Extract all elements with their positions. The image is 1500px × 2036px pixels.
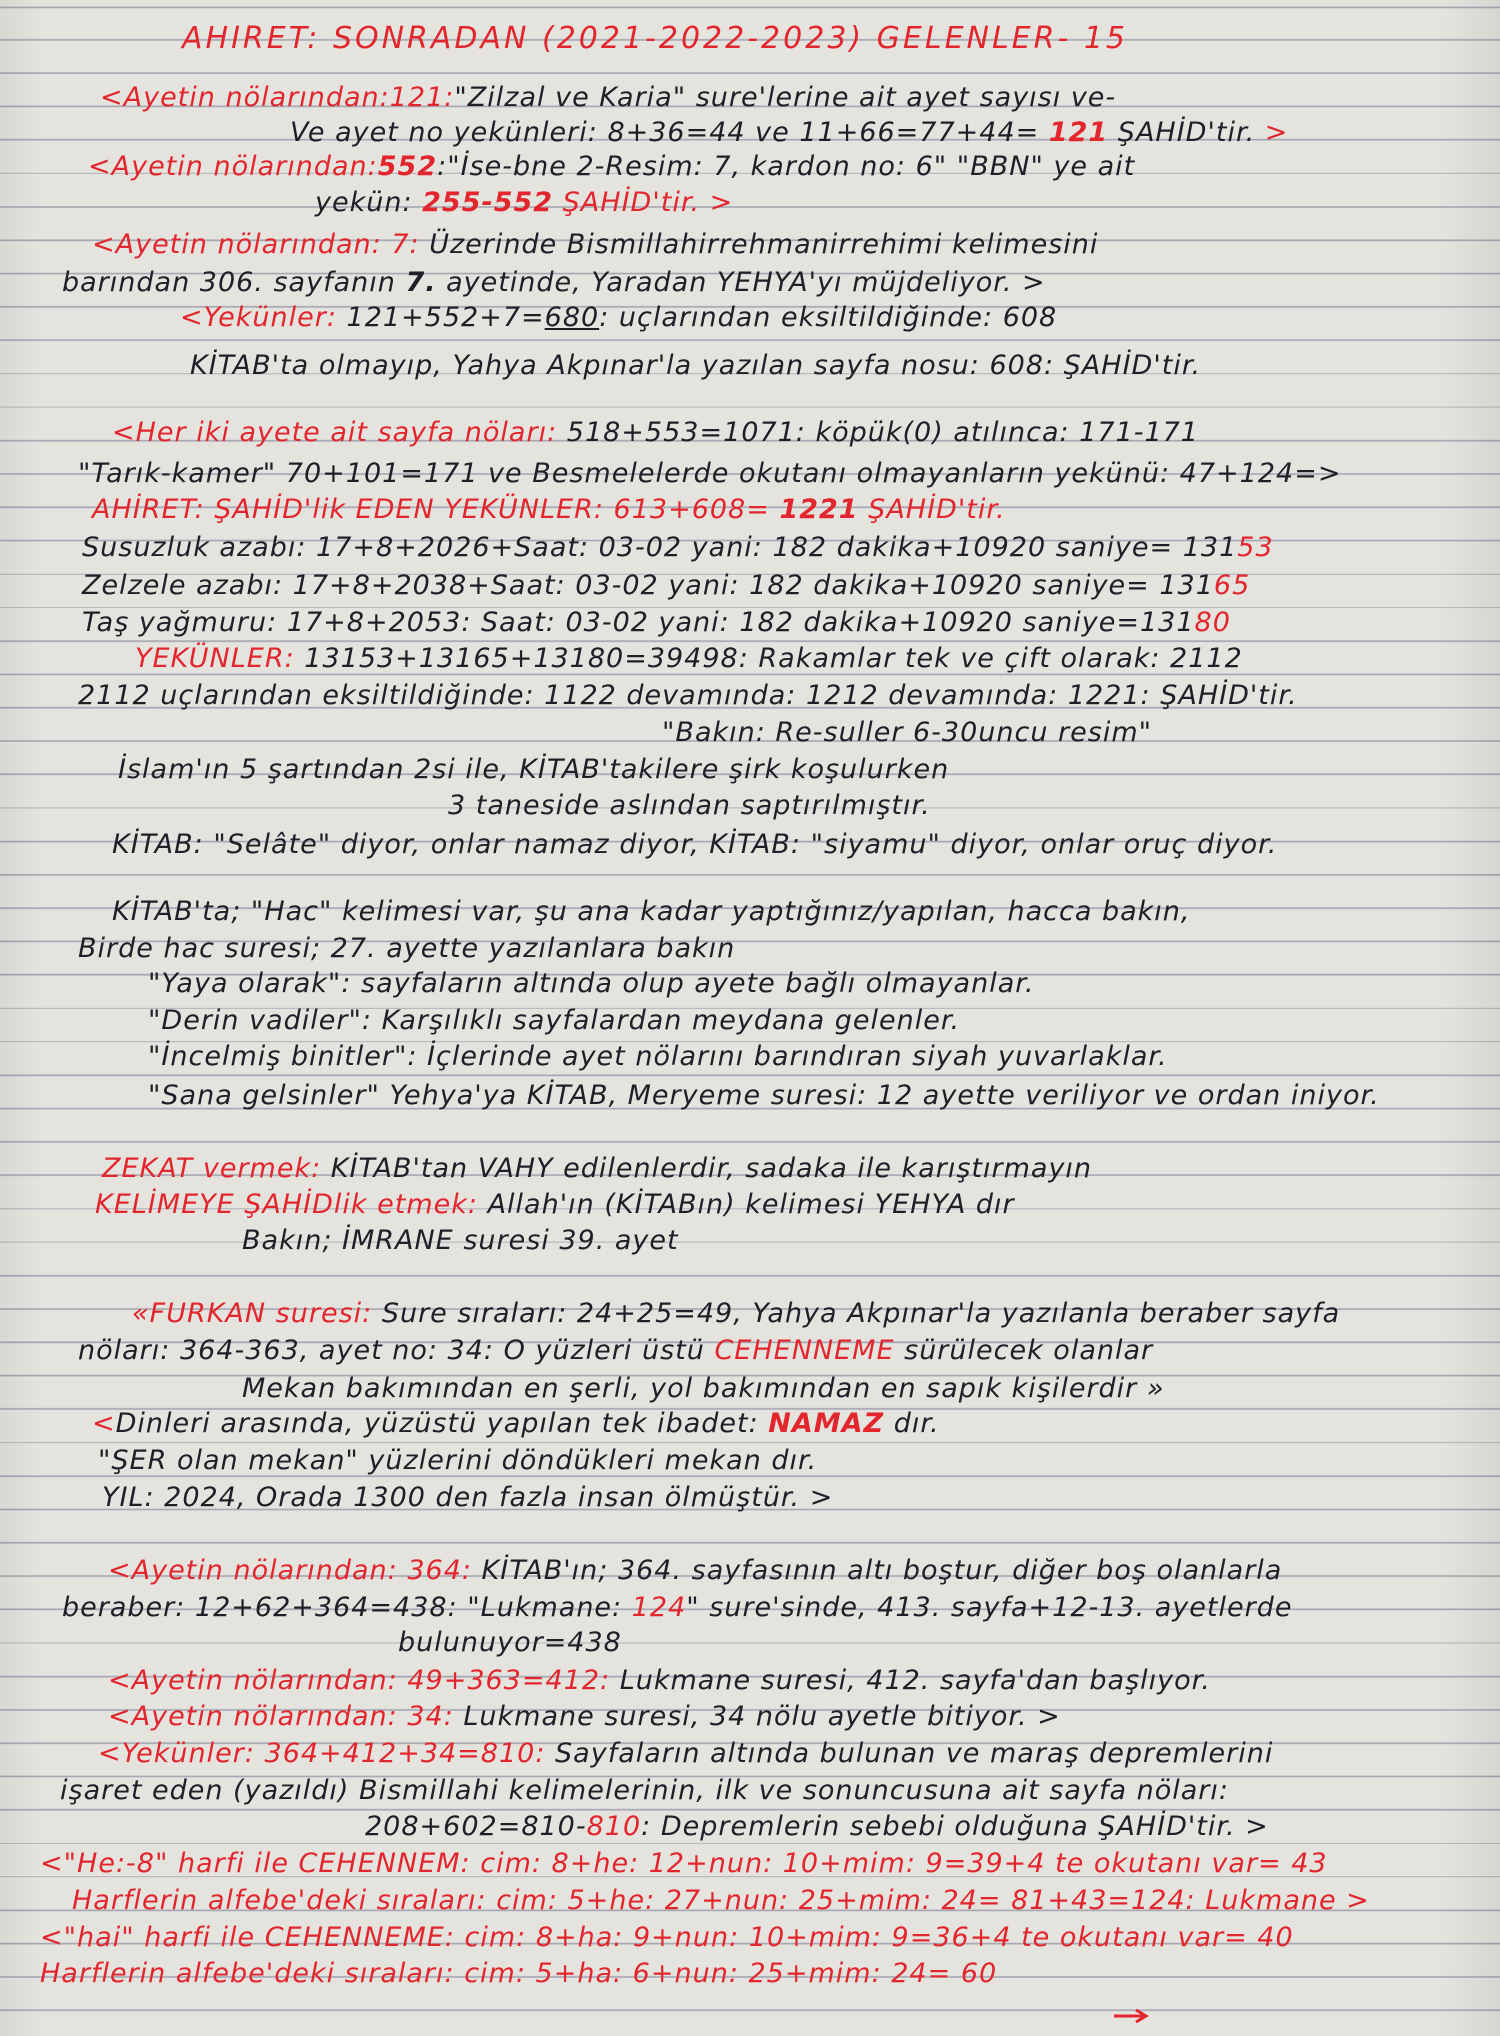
text-segment: <Ayetin nölarından: 364:: [108, 1555, 472, 1586]
text-line: [72, 1885, 1370, 1917]
text-segment: KİTAB'ın; 364. sayfasının altı boştur, diğer boş olanlarla: [471, 1555, 1283, 1586]
text-segment: Allah'ın (KİTABın) kelimesi YEHYA dır: [478, 1189, 1015, 1220]
text-line: [88, 151, 1135, 183]
text-line: [78, 933, 735, 965]
text-line: [108, 1701, 1061, 1733]
text-line: [398, 1627, 622, 1659]
text-segment: 7.: [405, 267, 437, 298]
text-segment: <"He:-8" harfi ile CEHENNEM: cim: 8+he: 12+nun: 10+mim: 9=39+4 te okutanı var= 43: [40, 1848, 1328, 1879]
text-segment: "ŞER olan mekan" yüzlerini döndükleri mekan dır.: [98, 1445, 818, 1476]
text-segment: KİTAB: "Selâte" diyor, onlar namaz diyor, KİTAB: "siyamu" diyor, onlar oruç diyor.: [112, 829, 1278, 860]
text-segment: 121+552+7=: [336, 302, 545, 333]
text-segment: KİTAB'tan VAHY edilenlerdir, sadaka ile karıştırmayın: [321, 1153, 1093, 1184]
text-line: [98, 1445, 817, 1477]
text-segment: 53: [1237, 532, 1274, 563]
text-segment: 13153+13165+13180=39498: Rakamlar tek ve çift olarak: 2112: [294, 643, 1243, 674]
text-line: [100, 82, 1116, 114]
text-segment: Sayfaların altında bulunan ve maraş depremlerini: [545, 1738, 1274, 1769]
text-segment: KİTAB'ta; "Hac" kelimesi var, şu ana kadar yaptığınız/yapılan, hacca bakın,: [112, 896, 1191, 927]
text-segment: <Ayetin nölarından: 49+363=412:: [108, 1665, 611, 1696]
text-line: [448, 790, 931, 822]
text-segment: "Tarık-kamer" 70+101=171 ve Besmelelerde okutanı olmayanların yekünü: 47+124=>: [78, 458, 1342, 489]
text-segment: ŞAHİD'tir.: [858, 494, 1006, 525]
text-segment: barından 306. sayfanın: [62, 267, 406, 298]
text-line: [78, 458, 1341, 490]
text-line: [148, 968, 1034, 1000]
arrow-right-icon: [1112, 2008, 1152, 2024]
text-line: [190, 350, 1201, 382]
text-segment: 2112 uçlarından eksiltildiğinde: 1122 devamında: 1212 devamında: 1221: ŞAHİD'tir.: [78, 680, 1298, 711]
text-line: [92, 1408, 940, 1440]
text-segment: 208+602=810-: [365, 1811, 587, 1842]
text-segment: <Yekünler:: [180, 302, 337, 333]
text-segment: CEHENNEME: [714, 1335, 895, 1366]
text-line: [132, 1298, 1340, 1330]
text-line: [112, 829, 1277, 861]
text-line: [40, 1848, 1328, 1880]
page-title: AHIRET: SONRADAN (2021-2022-2023) GELENLER- 15: [182, 21, 1129, 56]
text-segment: 124: [631, 1592, 687, 1623]
text-segment: <Ayetin nölarından:: [88, 151, 378, 182]
text-segment: "Zilzal ve Karia" sure'lerine ait ayet sayısı ve-: [454, 82, 1117, 113]
text-line: [112, 896, 1191, 928]
text-line: [315, 187, 733, 219]
text-segment: Lukmane suresi, 412. sayfa'dan başlıyor.: [610, 1665, 1211, 1696]
text-segment: "Sana gelsinler" Yehya'ya KİTAB, Meryeme suresi: 12 ayette veriliyor ve ordan iniyor.: [148, 1080, 1380, 1111]
text-line: [62, 267, 1046, 299]
text-segment: 3 tanesidе aslından saptırılmıştır.: [448, 790, 931, 821]
text-line: [108, 1665, 1211, 1697]
text-segment: Ve ayet no yekünleri: 8+36=44 ve 11+66=77+44=: [290, 117, 1049, 148]
text-segment: <Ayetin nölarından: 7:: [92, 229, 420, 260]
text-line: [108, 1555, 1282, 1587]
text-segment: 121: [1048, 117, 1109, 148]
text-line: [102, 1153, 1092, 1185]
text-segment: ŞAHİD'tir.: [1108, 117, 1256, 148]
text-segment: Lukmane suresi, 34 nölu ayetle bitiyor. >: [453, 1701, 1061, 1732]
text-segment: işaret eden (yazıldı) Bismillahi kelimelerinin, ilk ve sonuncusuna ait sayfa nöları:: [60, 1775, 1229, 1806]
text-line: [242, 1373, 1165, 1405]
text-segment: : Depremlerin sebebi olduğuna ŞAHİD'tir. >: [641, 1811, 1269, 1842]
text-line: [82, 607, 1231, 639]
text-line: [40, 1922, 1294, 1954]
text-line: [62, 1592, 1292, 1624]
text-segment: AHİRET: ŞAHİD'lik EDEN YEKÜNLER: 613+608=: [92, 494, 780, 525]
text-segment: 810: [586, 1811, 642, 1842]
text-segment: Sure sıraları: 24+25=49, Yahya Akpınar'la yazılanla beraber sayfa: [372, 1298, 1341, 1329]
text-line: [92, 229, 1098, 261]
text-line: [148, 1080, 1380, 1112]
text-segment: 680: [544, 302, 600, 333]
text-segment: KİTAB'ta olmayıp, Yahya Akpınar'la yazılan sayfa nosu: 608: ŞAHİD'tir.: [190, 350, 1202, 381]
text-segment: <"hai" harfi ile CEHENNEME: cim: 8+ha: 9+nun: 10+mim: 9=36+4 te okutanı var= 40: [40, 1922, 1294, 1953]
text-segment: sürülecek olanlar: [894, 1335, 1154, 1366]
text-segment: 80: [1194, 607, 1231, 638]
text-segment: yekün:: [315, 187, 423, 218]
text-line: [242, 1225, 679, 1257]
text-line: [60, 1775, 1229, 1807]
text-line: [102, 1482, 833, 1514]
text-segment: Harflerin alfebe'deki sıraları: cim: 5+he: 27+nun: 25+mim: 24= 81+43=124: Lukmane >: [72, 1885, 1370, 1916]
text-line: [135, 643, 1243, 675]
text-line: [290, 117, 1288, 149]
text-line: [95, 1189, 1015, 1221]
text-segment: <: [92, 1408, 116, 1439]
text-segment: 1221: [779, 494, 859, 525]
text-segment: ayetinde, Yaradan YEHYA'yı müjdeliyor. >: [436, 267, 1046, 298]
text-segment: <Ayetin nölarından: 34:: [108, 1701, 454, 1732]
text-segment: NAMAZ: [768, 1408, 885, 1439]
text-segment: 65: [1213, 570, 1251, 601]
text-segment: <Yekünler: 364+412+34=810:: [98, 1738, 546, 1769]
text-line: [40, 1958, 997, 1990]
text-line: [82, 570, 1250, 602]
text-line: [82, 532, 1274, 564]
text-segment: "Yaya olarak": sayfaların altında olup ayete bağlı olmayanlar.: [148, 968, 1035, 999]
text-segment: 552: [377, 151, 438, 182]
text-segment: bulunuyor=438: [398, 1627, 622, 1658]
text-line: [662, 717, 1152, 749]
text-segment: <Her iki ayete ait sayfa nöları:: [112, 417, 558, 448]
text-segment: "Bakın: Re-suller 6-30uncu resim": [662, 717, 1153, 748]
text-segment: YEKÜNLER:: [135, 643, 295, 674]
text-segment: <Ayetin nölarından:121:: [100, 82, 455, 113]
text-segment: Zelzele azabı: 17+8+2038+Saat: 03-02 yani: 182 dakika+10920 saniye= 131: [82, 570, 1214, 601]
text-segment: Taş yağmuru: 17+8+2053: Saat: 03-02 yani: 182 dakika+10920 saniye=131: [82, 607, 1195, 638]
text-segment: " sure'sinde, 413. sayfa+12-13. ayetlerde: [686, 1592, 1293, 1623]
text-segment: Bakın; İMRANE suresi 39. ayet: [242, 1225, 679, 1256]
text-segment: KELİMEYE ŞAHİDlik etmek:: [95, 1189, 478, 1220]
text-line: [92, 494, 1006, 526]
text-segment: :"İse-bne 2-Resim: 7, kardon no: 6" "BBN" ye ait: [437, 151, 1136, 182]
text-line: [112, 417, 1199, 449]
text-segment: Mekan bakımından en şerli, yol bakımından en sapık kişilerdir »: [242, 1373, 1165, 1404]
text-segment: ZEKAT vermek:: [102, 1153, 322, 1184]
text-line: [180, 302, 1057, 334]
text-segment: Dinleri arasında, yüzüstü yapılan tek ibadet:: [115, 1408, 769, 1439]
text-line: [78, 1335, 1153, 1367]
text-segment: "İncelmiş binitler": İçlerinde ayet nölarını barındıran siyah yuvarlaklar.: [148, 1041, 1168, 1072]
text-segment: ŞAHİD'tir. >: [553, 187, 734, 218]
text-segment: 518+553=1071: köpük(0) atılınca: 171-171: [557, 417, 1199, 448]
text-line: [148, 1005, 960, 1037]
text-segment: nöları: 364-363, ayet no: 34: O yüzleri üstü: [78, 1335, 715, 1366]
text-segment: Harflerin alfebe'deki sıraları: cim: 5+ha: 6+nun: 25+mim: 24= 60: [40, 1958, 998, 1989]
text-segment: Üzerinde Bismillahirrehmanirrehimi kelimesini: [419, 229, 1099, 260]
text-line: [98, 1738, 1273, 1770]
text-segment: "Derin vadiler": Karşılıklı sayfalardan meydana gelenler.: [148, 1005, 961, 1036]
text-segment: 255-552: [422, 187, 554, 218]
text-segment: Susuzluk azabı: 17+8+2026+Saat: 03-02 yani: 182 dakika+10920 saniye= 131: [82, 532, 1238, 563]
text-segment: beraber: 12+62+364=438: "Lukmane:: [62, 1592, 632, 1623]
text-line: [365, 1811, 1269, 1843]
text-line: [118, 754, 949, 786]
text-line: [78, 680, 1298, 712]
text-segment: YIL: 2024, Orada 1300 den fazla insan ölmüştür. >: [102, 1482, 834, 1513]
text-segment: dır.: [884, 1408, 940, 1439]
text-segment: Birde hac suresi; 27. ayette yazılanlara bakın: [78, 933, 736, 964]
text-segment: İslam'ın 5 şartından 2si ile, KİTAB'takilere şirk koşulurken: [118, 754, 950, 785]
text-segment: «FURKAN suresi:: [132, 1298, 373, 1329]
text-line: [148, 1041, 1168, 1073]
text-segment: : uçlarından eksiltildiğinde: 608: [599, 302, 1058, 333]
text-segment: >: [1255, 117, 1289, 148]
